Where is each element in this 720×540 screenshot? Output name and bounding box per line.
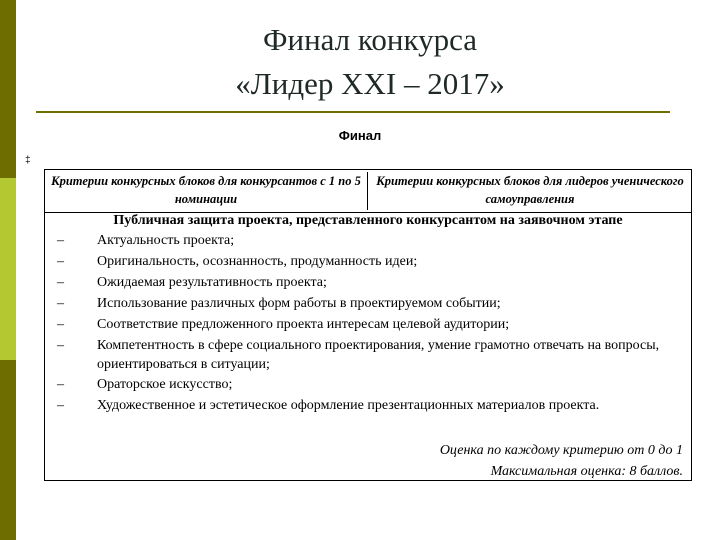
list-item <box>45 315 691 335</box>
criterion-text: Использование различных форм работы в проектируемом событии; <box>97 296 501 311</box>
criterion-text: Художественное и эстетическое оформление презентационных материалов проекта. <box>97 398 600 413</box>
bullet-dash: – <box>57 233 64 248</box>
table-anchor-mark: ‡ <box>25 155 31 166</box>
criterion-text: Ожидаемая результативность проекта; <box>97 275 327 290</box>
bullet-dash: – <box>57 398 64 413</box>
criterion-text: Компетентность в сфере социального проектирования, умение грамотно отвечать на вопросы, ориентироваться в ситуации; <box>97 338 660 372</box>
criterion-text: Актуальность проекта; <box>97 233 235 248</box>
document-heading: Финал <box>338 128 382 143</box>
title-underline <box>36 111 670 113</box>
slide-title-line1: Финал конкурса <box>262 22 478 57</box>
bullet-dash: – <box>57 377 64 392</box>
max-score-note: Максимальная оценка: 8 баллов. <box>490 464 683 479</box>
bullet-dash: – <box>57 275 64 290</box>
list-item <box>45 336 691 374</box>
table-header-row <box>45 170 691 213</box>
criterion-text: Ораторское искусство; <box>97 377 233 392</box>
list-item <box>45 294 691 314</box>
criteria-list <box>45 230 691 416</box>
slide-title-line2: «Лидер XXI – 2017» <box>235 66 505 101</box>
criterion-text: Соответствие предложенного проекта интересам целевой аудитории; <box>97 317 510 332</box>
bullet-dash: – <box>57 338 64 353</box>
sidebar-bottom-band <box>0 360 16 540</box>
column-header-nominations: Критерии конкурсных блоков для конкурсантов с 1 по 5 номинации <box>51 174 361 206</box>
bullet-dash: – <box>57 317 64 332</box>
decorative-sidebar <box>0 0 16 540</box>
section-title: Публичная защита проекта, представленного конкурсантом на заявочном этапе <box>113 213 623 228</box>
sidebar-middle-band <box>0 178 16 360</box>
bullet-dash: – <box>57 254 64 269</box>
list-item <box>45 252 691 272</box>
score-range-note: Оценка по каждому критерию от 0 до 1 <box>439 443 683 458</box>
list-item <box>45 396 691 416</box>
list-item <box>45 273 691 293</box>
column-header-leaders: Критерии конкурсных блоков для лидеров ученического самоуправления <box>367 172 692 210</box>
criteria-table <box>44 169 692 481</box>
bullet-dash: – <box>57 296 64 311</box>
list-item <box>45 231 691 251</box>
sidebar-top-band <box>0 0 16 178</box>
criterion-text: Оригинальность, осознанность, продуманность идеи; <box>97 254 418 269</box>
list-item <box>45 375 691 395</box>
